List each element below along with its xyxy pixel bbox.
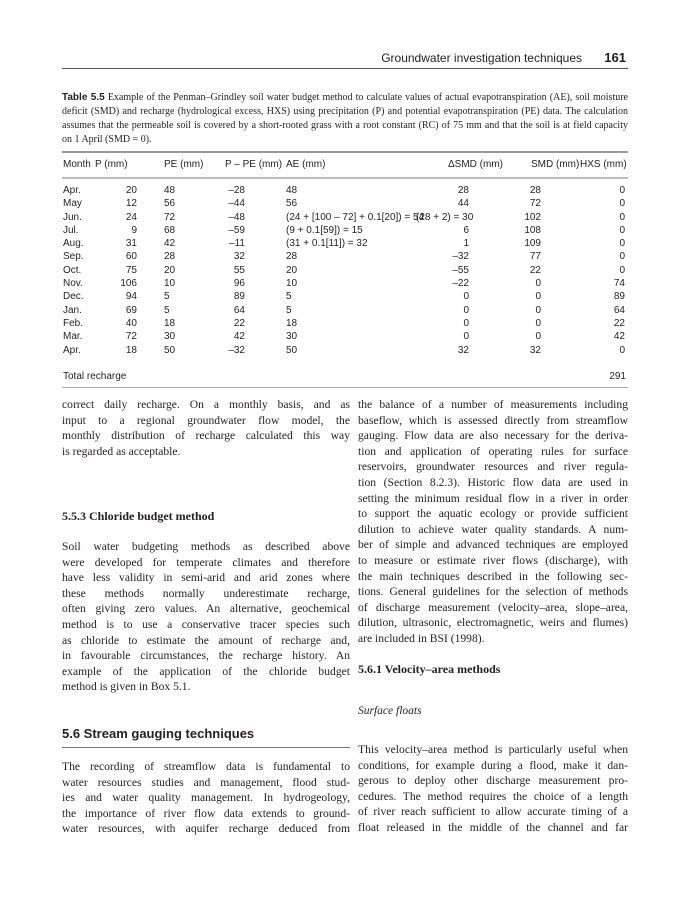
table-cell: 5 xyxy=(286,291,292,303)
table-cell: 0 xyxy=(619,264,625,276)
table-cell: 32 xyxy=(233,251,245,263)
caption-line xyxy=(62,91,628,105)
table-cell: 1 xyxy=(463,238,469,250)
table-cell: 0 xyxy=(463,291,469,303)
table-row xyxy=(62,185,628,198)
total-row xyxy=(62,365,628,387)
text-line: baseflow, which is assessed directly from streamflow xyxy=(358,413,628,427)
running-head xyxy=(62,50,628,69)
table-cell: 96 xyxy=(233,278,245,290)
text-line: often giving zero values. An alternative, geochemical xyxy=(62,602,350,616)
text-line: the importance of river flow data extends to ground- xyxy=(62,806,350,820)
caption-text: assumes that the permeable soil is covered by a short-rooted grass with a root constant (RC) of 75 mm and that the soil is at field capacity xyxy=(62,120,628,131)
table-cell: 56 xyxy=(286,198,298,210)
total-label: Total recharge xyxy=(63,370,127,382)
table-cell: 55 xyxy=(233,264,245,276)
table-cell: 0 xyxy=(463,331,469,343)
table-body xyxy=(62,179,628,362)
caption-line xyxy=(62,105,628,119)
table-cell: –32 xyxy=(228,344,245,356)
table-cell: (24 + [100 – 72] + 0.1[20]) = 54 xyxy=(286,211,425,223)
table-cell: 0 xyxy=(535,331,541,343)
text-line: of river reach sufficient to allow accurate timing of a xyxy=(358,805,628,819)
table-cell: Apr. xyxy=(63,185,81,196)
table-row xyxy=(62,198,628,211)
text-line: correct daily recharge. On a monthly basis, and as xyxy=(62,398,350,411)
table-cell: (28 + 2) = 30 xyxy=(416,211,474,223)
table-cell: 0 xyxy=(535,291,541,303)
table-cell: 72 xyxy=(164,211,176,223)
table-cell: 0 xyxy=(619,224,625,236)
table-row xyxy=(62,251,628,264)
running-head-title: Groundwater investigation techniques xyxy=(381,51,582,65)
text-line: tion (Section 8.2.3). Historic flow data are used in xyxy=(358,475,628,489)
table-row xyxy=(62,238,628,251)
table-cell: 50 xyxy=(286,344,298,356)
text-line: as chloride to estimate the amount of recharge and, xyxy=(62,633,350,647)
table-cell: Dec. xyxy=(63,291,84,303)
table-cell: 28 xyxy=(457,185,469,196)
table-cell: Nov. xyxy=(63,278,83,290)
table-cell: 89 xyxy=(613,291,625,303)
table-row xyxy=(62,345,628,358)
text-line: Soil water budgeting methods as described above xyxy=(62,540,350,553)
table-cell: 40 xyxy=(125,317,137,329)
table-cell: 28 xyxy=(164,251,176,263)
table-row xyxy=(62,225,628,238)
table-cell: –32 xyxy=(452,251,469,263)
table-cell: 72 xyxy=(529,198,541,210)
data-table xyxy=(62,151,628,388)
text-line: setting the minimum residual flow in a river in order xyxy=(358,491,628,505)
table-row xyxy=(62,212,628,225)
table-cell: –28 xyxy=(228,185,245,196)
table-cell: –22 xyxy=(452,278,469,290)
table-cell: 0 xyxy=(619,344,625,356)
text-line: method is given in Box 5.1. xyxy=(62,680,191,694)
table-cell: 28 xyxy=(529,185,541,196)
text-line: ies and water quality management. In hydrogeology, xyxy=(62,791,350,805)
text-line: ber of simple and advanced techniques are employed xyxy=(358,538,628,552)
table-cell: 24 xyxy=(125,211,137,223)
table-cell: 48 xyxy=(286,185,298,196)
paragraph xyxy=(62,397,350,459)
table-cell: 68 xyxy=(164,224,176,236)
table-cell: 22 xyxy=(233,317,245,329)
table-cell: 44 xyxy=(457,198,469,210)
table-cell: 12 xyxy=(125,198,137,210)
text-line: the balance of a number of measurements including xyxy=(358,398,628,411)
table-cell: Sep. xyxy=(63,251,84,263)
section-heading-5-5-3: 5.5.3 Chloride budget method xyxy=(62,509,215,523)
paragraph xyxy=(62,539,350,695)
column-header: ΔSMD (mm) xyxy=(448,159,503,170)
table-row xyxy=(62,291,628,304)
text-line: are included in BSI (1998). xyxy=(358,631,485,645)
table-cell: 64 xyxy=(613,304,625,316)
text-line: dilution, ultrasonic, electromagnetic, weirs and flumes) xyxy=(358,616,628,630)
table-cell: 0 xyxy=(535,304,541,316)
text-line: conditions, for example during a flood, make it dan- xyxy=(358,758,628,772)
text-line: input to a regional groundwater flow model, the xyxy=(62,413,350,427)
text-line: tion and application of operating rules for surface xyxy=(358,444,628,458)
table-cell: 6 xyxy=(463,224,469,236)
table-cell: 50 xyxy=(164,344,176,356)
subheading-surface-floats: Surface floats xyxy=(358,705,422,717)
text-line: monthly distribution of recharge calculated this way xyxy=(62,429,350,443)
column-header: SMD (mm) xyxy=(531,159,580,170)
text-line: in favourable circumstances, the recharge history. An xyxy=(62,649,350,663)
text-line: were developed for temperate climates and therefore xyxy=(62,555,350,569)
caption-text: deficit (SMD) and recharge (hydrological excess, HXS) using precipitation (P) and potential evapotranspiration (PE) data. The calculation xyxy=(62,106,628,117)
text-line: of discharge measurement (velocity–area, slope–area, xyxy=(358,600,628,614)
text-line: This velocity–area method is particularly useful when xyxy=(358,743,628,756)
table-cell: –11 xyxy=(229,238,245,250)
table-cell: 32 xyxy=(457,344,469,356)
table-cell: 0 xyxy=(619,198,625,210)
table-cell: 77 xyxy=(529,251,541,263)
table-cell: 0 xyxy=(535,317,541,329)
table-cell: (31 + 0.1[11]) = 32 xyxy=(286,238,368,250)
text-line: reservoirs, groundwater resources and river regula- xyxy=(358,460,628,474)
text-line: The recording of streamflow data is fundamental to xyxy=(62,760,350,773)
heading-rule xyxy=(62,747,350,748)
section-heading-5-6-1: 5.6.1 Velocity–area methods xyxy=(358,662,501,676)
table-cell: 20 xyxy=(164,264,176,276)
table-cell: 0 xyxy=(463,317,469,329)
text-line: water resources studies and management, flood stud- xyxy=(62,775,350,789)
table-cell: 0 xyxy=(535,278,541,290)
table-cell: Aug. xyxy=(63,238,84,250)
text-line: the main techniques described in the following sec- xyxy=(358,569,628,583)
table-cell: 102 xyxy=(524,211,541,223)
table-cell: Oct. xyxy=(63,264,82,276)
table-row xyxy=(62,265,628,278)
text-line: example of the application of the chloride budget xyxy=(62,664,350,678)
table-cell: Jul. xyxy=(63,224,79,236)
table-cell: 106 xyxy=(120,278,137,290)
table-cell: 22 xyxy=(613,317,625,329)
table-cell: Jan. xyxy=(63,304,82,316)
table-cell: 20 xyxy=(286,264,298,276)
table-cell: 10 xyxy=(164,278,176,290)
text-line: dilution to achieve water quality standards. A num- xyxy=(358,522,628,536)
text-line: these methods normally underestimate recharge, xyxy=(62,586,350,600)
table-row xyxy=(62,331,628,344)
table-cell: 0 xyxy=(619,211,625,223)
text-line: is regarded as acceptable. xyxy=(62,444,181,458)
table-cell: –55 xyxy=(452,264,469,276)
caption-line xyxy=(62,133,628,147)
section-heading-5-6: 5.6 Stream gauging techniques xyxy=(62,726,255,741)
table-cell: 109 xyxy=(524,238,541,250)
column-header: P (mm) xyxy=(95,159,128,170)
table-cell: Feb. xyxy=(63,317,84,329)
text-line: float released in the middle of the channel and far xyxy=(358,820,628,834)
table-cell: 64 xyxy=(233,304,245,316)
table-cell: 42 xyxy=(164,238,176,250)
table-cell: 5 xyxy=(164,291,170,303)
table-header-row xyxy=(62,153,628,179)
table-cell: 30 xyxy=(164,331,176,343)
table-caption xyxy=(62,91,628,147)
table-cell: 0 xyxy=(463,304,469,316)
table-cell: May xyxy=(63,198,82,210)
caption-line xyxy=(62,119,628,133)
table-cell: 108 xyxy=(524,224,541,236)
page-number: 161 xyxy=(604,50,626,65)
table-cell: 75 xyxy=(125,264,137,276)
table-row xyxy=(62,305,628,318)
table-cell: 5 xyxy=(286,304,292,316)
table-cell: 0 xyxy=(619,238,625,250)
text-line: gauging. Flow data are also necessary for the deriva- xyxy=(358,429,628,443)
table-cell: (9 + 0.1[59]) = 15 xyxy=(286,224,363,236)
table-cell: 60 xyxy=(125,251,137,263)
text-line: gerous to deploy other discharge measurement pro- xyxy=(358,774,628,788)
table-cell: 0 xyxy=(619,185,625,196)
table-cell: 22 xyxy=(529,264,541,276)
table-label: Table 5.5 xyxy=(62,92,105,103)
table-row xyxy=(62,278,628,291)
table-cell: 18 xyxy=(164,317,176,329)
table-cell: 5 xyxy=(164,304,170,316)
caption-text: Example of the Penman–Grindley soil water budget method to calculate values of actual evapotranspiration (AE), soil moisture xyxy=(107,92,628,103)
table-cell: 10 xyxy=(286,278,298,290)
caption-text: on 1 April (SMD = 0). xyxy=(62,134,152,145)
table-cell: 89 xyxy=(233,291,245,303)
total-value: 291 xyxy=(609,370,626,382)
text-line: have less validity in semi-arid and arid zones where xyxy=(62,571,350,585)
paragraph xyxy=(62,759,350,837)
column-header: P – PE (mm) xyxy=(225,159,283,170)
table-cell: 48 xyxy=(164,185,176,196)
column-header: AE (mm) xyxy=(286,159,326,170)
paragraph xyxy=(358,742,628,836)
column-header: Month xyxy=(63,159,91,170)
table-cell: 18 xyxy=(125,344,137,356)
table-cell: Mar. xyxy=(63,331,83,343)
table-cell: 18 xyxy=(286,317,298,329)
table-cell: 31 xyxy=(125,238,137,250)
table-cell: 42 xyxy=(233,331,245,343)
table-cell: –44 xyxy=(228,198,245,210)
text-line: cedures. The method requires the choice of a length xyxy=(358,789,628,803)
table-cell: 0 xyxy=(619,251,625,263)
table-cell: 74 xyxy=(613,278,625,290)
table-cell: 30 xyxy=(286,331,298,343)
table-cell: 42 xyxy=(613,331,625,343)
table-cell: 56 xyxy=(164,198,176,210)
text-line: method is to use a conservative tracer species such xyxy=(62,617,350,631)
text-line: tions. General guidelines for the selection of methods xyxy=(358,585,628,599)
table-cell: 32 xyxy=(529,344,541,356)
table-cell: 69 xyxy=(125,304,137,316)
column-header: HXS (mm) xyxy=(580,159,627,170)
table-row xyxy=(62,318,628,331)
table-cell: 20 xyxy=(125,185,137,196)
table-cell: –48 xyxy=(228,211,245,223)
text-line: to measure or estimate river flows (discharge), with xyxy=(358,553,628,567)
table-cell: Apr. xyxy=(63,344,81,356)
table-cell: Jun. xyxy=(63,211,82,223)
text-line: to support the aquatic ecology or provide sufficient xyxy=(358,507,628,521)
table-cell: 72 xyxy=(125,331,137,343)
text-line: water resources, with aquifer recharge deduced from xyxy=(62,822,350,836)
column-header: PE (mm) xyxy=(164,159,204,170)
table-cell: 9 xyxy=(131,224,137,236)
table-cell: 94 xyxy=(125,291,137,303)
table-cell: –59 xyxy=(228,224,245,236)
paragraph xyxy=(358,397,628,647)
table-cell: 28 xyxy=(286,251,298,263)
